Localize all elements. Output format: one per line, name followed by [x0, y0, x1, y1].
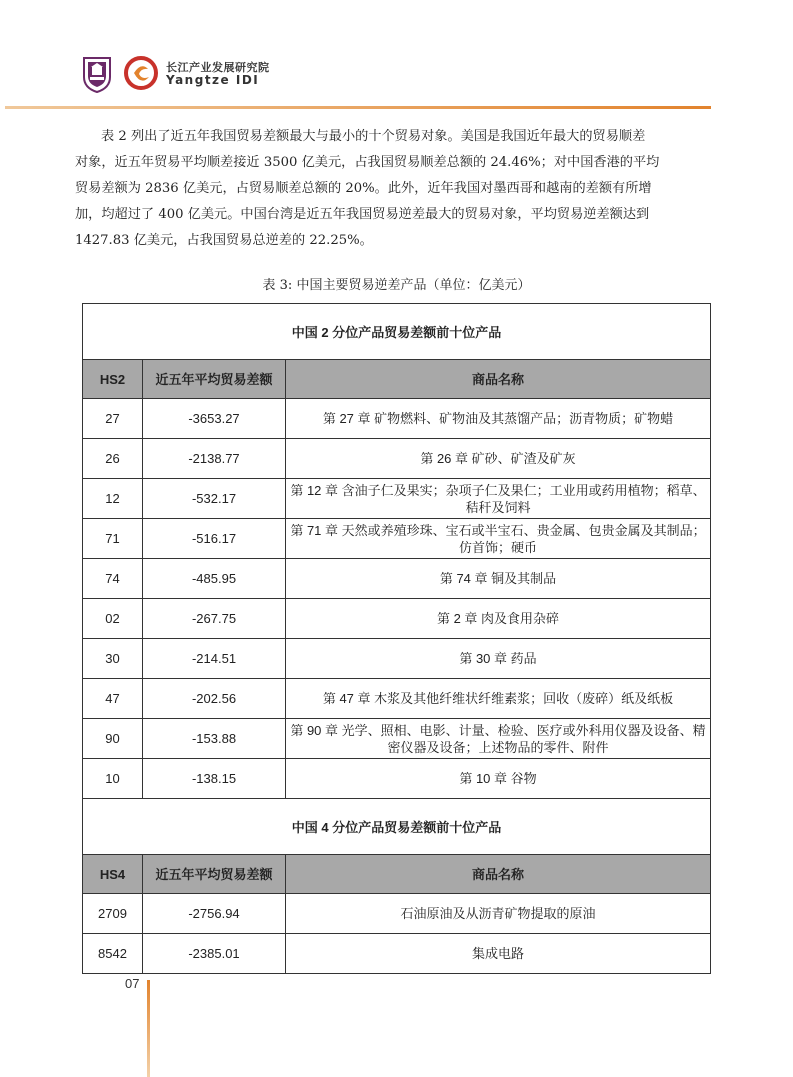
table-header-row: [83, 360, 711, 399]
cell-code: 2709: [83, 894, 143, 934]
cell-code: 30: [83, 639, 143, 679]
cell-code: 74: [83, 559, 143, 599]
header-product: 商品名称: [286, 855, 711, 894]
table-row: [83, 894, 711, 934]
paragraph-line: 对象，近五年贸易平均顺差接近 3500 亿美元，占我国贸易顺差总额的 24.46%；对中国香港的平均: [75, 155, 660, 170]
header-balance: 近五年平均贸易差额: [143, 360, 286, 399]
table-row: [83, 479, 711, 519]
table-row: [83, 639, 711, 679]
paragraph-line: 表 2 列出了近五年我国贸易差额最大与最小的十个贸易对象。美国是我国近年最大的贸易顺差: [101, 129, 646, 144]
brand-name-cn: 长江产业发展研究院: [166, 61, 270, 74]
trade-deficit-table: [82, 303, 711, 974]
university-shield-icon: [82, 55, 112, 93]
section-title-row: [83, 304, 711, 360]
page-header: [0, 0, 793, 112]
table-row: [83, 759, 711, 799]
cell-code: 8542: [83, 934, 143, 974]
paragraph-line: 贸易差额为 2836 亿美元，占贸易顺差总额的 20%。此外，近年我国对墨西哥和越南的差额有所增: [75, 181, 652, 196]
cell-product: 集成电路: [286, 934, 711, 974]
table-row: [83, 439, 711, 479]
header-code: HS4: [83, 855, 143, 894]
table-caption: 表 3: 中国主要贸易逆差产品（单位：亿美元）: [262, 278, 531, 293]
cell-balance: -3653.27: [143, 399, 286, 439]
header-divider: [5, 106, 711, 109]
table-row: [83, 679, 711, 719]
cell-product: 石油原油及从沥青矿物提取的原油: [286, 894, 711, 934]
header-code: HS2: [83, 360, 143, 399]
footer-accent-bar: [147, 980, 150, 1077]
cell-balance: -485.95: [143, 559, 286, 599]
cell-code: 26: [83, 439, 143, 479]
paragraph-line: 1427.83 亿美元，占我国贸易总逆差的 22.25%。: [75, 233, 373, 248]
cell-balance: -214.51: [143, 639, 286, 679]
cell-balance: -202.56: [143, 679, 286, 719]
cell-product: 第 2 章 肉及食用杂碎: [286, 599, 711, 639]
table-row: [83, 719, 711, 759]
section-title-row: [83, 799, 711, 855]
header-product: 商品名称: [286, 360, 711, 399]
cell-code: 47: [83, 679, 143, 719]
cell-code: 02: [83, 599, 143, 639]
cell-balance: -516.17: [143, 519, 286, 559]
table-row: [83, 599, 711, 639]
page-number: 07: [125, 976, 140, 991]
cell-balance: -267.75: [143, 599, 286, 639]
cell-balance: -153.88: [143, 719, 286, 759]
header-balance: 近五年平均贸易差额: [143, 855, 286, 894]
section-title: 中国 4 分位产品贸易差额前十位产品: [83, 799, 711, 855]
cell-product: 第 90 章 光学、照相、电影、计量、检验、医疗或外科用仪器及设备、精密仪器及设备；上述物品的零件、附件: [286, 719, 711, 759]
table-row: [83, 934, 711, 974]
cell-code: 10: [83, 759, 143, 799]
cell-product: 第 74 章 铜及其制品: [286, 559, 711, 599]
cell-balance: -138.15: [143, 759, 286, 799]
cell-product: 第 71 章 天然或养殖珍珠、宝石或半宝石、贵金属、包贵金属及其制品；仿首饰；硬币: [286, 519, 711, 559]
cell-code: 90: [83, 719, 143, 759]
cell-balance: -2756.94: [143, 894, 286, 934]
cell-balance: -2385.01: [143, 934, 286, 974]
cell-code: 12: [83, 479, 143, 519]
brand-name-en: Yangtze IDI: [166, 73, 260, 87]
cell-code: 71: [83, 519, 143, 559]
body-paragraph: [75, 124, 715, 254]
cell-balance: -532.17: [143, 479, 286, 519]
cell-balance: -2138.77: [143, 439, 286, 479]
yangtze-idi-logo-icon: [124, 56, 158, 90]
table-row: [83, 519, 711, 559]
section-title: 中国 2 分位产品贸易差额前十位产品: [83, 304, 711, 360]
table-row: [83, 399, 711, 439]
cell-product: 第 30 章 药品: [286, 639, 711, 679]
cell-product: 第 47 章 木浆及其他纤维状纤维素浆；回收（废碎）纸及纸板: [286, 679, 711, 719]
table-header-row: [83, 855, 711, 894]
cell-product: 第 26 章 矿砂、矿渣及矿灰: [286, 439, 711, 479]
cell-product: 第 10 章 谷物: [286, 759, 711, 799]
cell-product: 第 27 章 矿物燃料、矿物油及其蒸馏产品；沥青物质；矿物蜡: [286, 399, 711, 439]
cell-product: 第 12 章 含油子仁及果实；杂项子仁及果仁；工业用或药用植物；稻草、秸秆及饲料: [286, 479, 711, 519]
paragraph-line: 加，均超过了 400 亿美元。中国台湾是近五年我国贸易逆差最大的贸易对象，平均贸易逆差额达到: [75, 207, 650, 222]
table-row: [83, 559, 711, 599]
cell-code: 27: [83, 399, 143, 439]
